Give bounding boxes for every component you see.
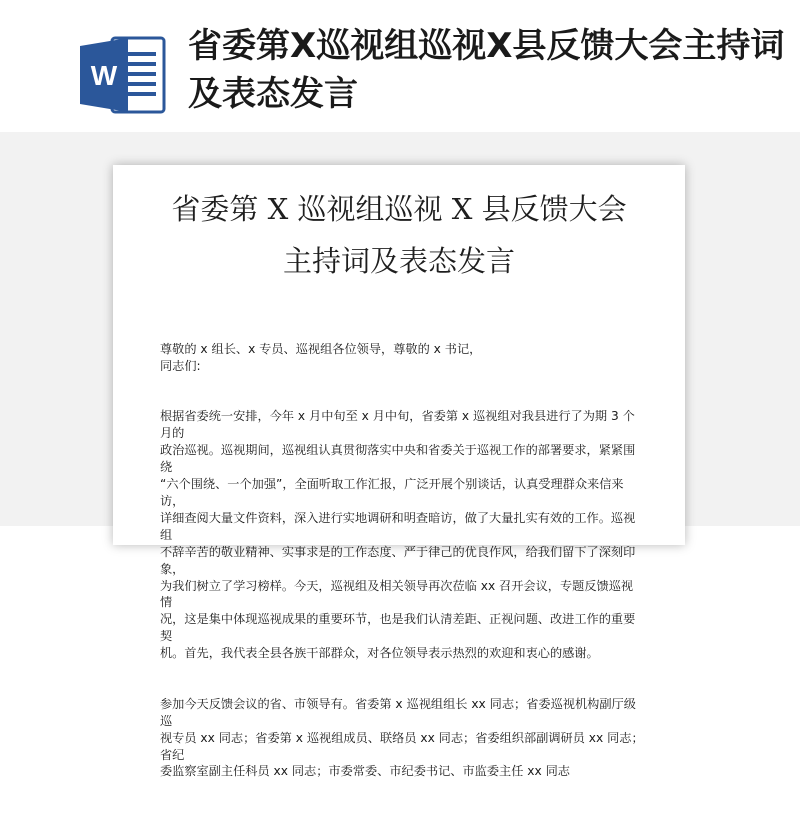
paragraph-intro: 根据省委统一安排，今年 x 月中旬至 x 月中旬，省委第 x 巡视组对我县进行了为期 3 个月的 政治巡视。巡视期间，巡视组认真贯彻落实中央和省委关于巡视工作的部署要求，紧紧围绕 “六个围绕、一个加强”，全面听取工作汇报，广泛开展个别谈话，认真受理群众来信来访， 详细查阅大量文件资料，深入进行实地调研和明查暗访，做了大量扎实有效的工作。巡视组 不辞辛苦的敬业精神、实事求是的工作态度、严于律己的优良作风，给我们留下了深刻印象， 为我们树立了学习榜样。今天，巡视组及相关领导再次莅临 xx 召开会议，专题反馈巡视情 况，这是集中体现巡视成果的重要环节，也是我们认清差距、正视问题、改进工作的重要契 机。首先，我代表全县各族干部群众，对各位领导表示热烈的欢迎和衷心的感谢。 (160, 409, 636, 661)
word-icon (78, 36, 168, 114)
header-banner (0, 0, 800, 132)
document-title (113, 183, 685, 287)
paragraph-attendees: 参加今天反馈会议的省、市领导有。省委第 x 巡视组组长 xx 同志；省委巡视机构副厅级巡 视专员 xx 同志；省委第 x 巡视组成员、联络员 xx 同志；省委组织部副调研员 xx 同志；省纪 委监察室副主任科员 xx 同志；市委常委、市纪委书记、市监委主任 xx 同志 (160, 696, 644, 779)
page-title: 省委第X巡视组巡视X县反馈大会主持词及表态发言 (188, 26, 785, 114)
document-page (113, 165, 685, 779)
svg-text:W: W (90, 60, 118, 91)
document-title-line1: 省委第 X 巡视组巡视 X 县反馈大会 (171, 192, 627, 226)
paragraph-salutation: 尊敬的 x 组长、x 专员、巡视组各位领导，尊敬的 x 书记， 同志们: (160, 341, 482, 373)
document-body (160, 307, 644, 814)
document-title-line2: 主持词及表态发言 (282, 244, 515, 278)
